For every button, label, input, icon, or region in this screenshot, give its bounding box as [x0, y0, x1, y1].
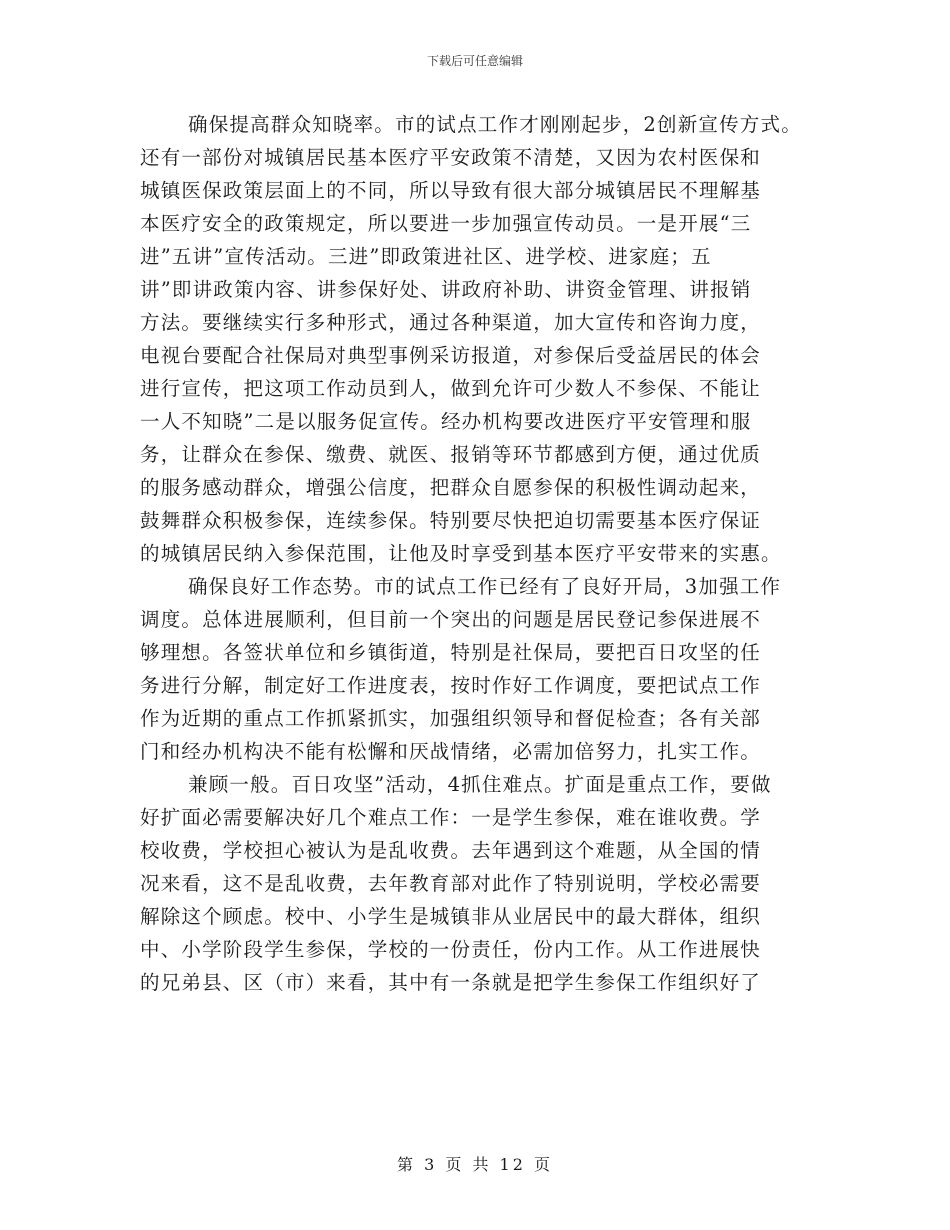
text-line: 务进行分解，制定好工作进度表，按时作好工作调度，要把试点工作 [140, 674, 762, 697]
text-line: 务，让群众在参保、缴费、就医、报销等环节都感到方便，通过优质 [140, 443, 762, 466]
text-line: 一人不知晓”二是以服务促宣传。经办机构要改进医疗平安管理和服 [140, 410, 752, 433]
text-line: 的服务感动群众，增强公信度，把群众自愿参保的积极性调动起来， [140, 476, 762, 499]
text-line: 况来看，这不是乱收费，去年教育部对此作了特别说明，学校必需要 [140, 872, 762, 895]
text-line: 的兄弟县、区（市）来看，其中有一条就是把学生参保工作组织好了 [140, 971, 762, 994]
text-line: 方法。要继续实行多种形式，通过各种渠道，加大宣传和咨询力度， [140, 311, 762, 334]
text-line: 城镇医保政策层面上的不同，所以导致有很大部分城镇居民不理解基 [140, 179, 762, 202]
text-line: 调度。总体进展顺利，但目前一个突出的问题是居民登记参保进展不 [140, 608, 762, 631]
text-line: 好扩面必需要解决好几个难点工作：一是学生参保，难在谁收费。学 [140, 806, 762, 829]
text-line: 校收费，学校担心被认为是乱收费。去年遇到这个难题，从全国的情 [140, 839, 762, 862]
text-line: 作为近期的重点工作抓紧抓实，加强组织领导和督促检查；各有关部 [140, 707, 762, 730]
text-line: 鼓舞群众积极参保，连续参保。特别要尽快把迫切需要基本医疗保证 [140, 509, 762, 532]
text-line: 中、小学阶段学生参保，学校的一份责任，份内工作。从工作进展快 [140, 938, 762, 961]
text-line: 的城镇居民纳入参保范围，让他及时享受到基本医疗平安带来的实惠。 [140, 542, 782, 565]
text-line: 确保提高群众知晓率。市的试点工作才刚刚起步，2创新宣传方式。 [188, 113, 802, 136]
page-footer: 第 3 页 共 12 页 [397, 1155, 553, 1174]
text-line: 够理想。各签状单位和乡镇街道，特别是社保局，要把百日攻坚的任 [140, 641, 762, 664]
page-header: 下载后可任意编辑 [426, 54, 523, 68]
text-line: 还有一部份对城镇居民基本医疗平安政策不清楚，又因为农村医保和 [140, 146, 762, 169]
text-line: 确保良好工作态势。市的试点工作已经有了良好开局，3加强工作 [188, 575, 782, 598]
text-line: 进”五讲”宣传活动。三进”即政策进社区、进学校、进家庭；五 [140, 245, 712, 268]
text-line: 进行宣传，把这项工作动员到人，做到允许可少数人不参保、不能让 [140, 377, 762, 400]
text-line: 本医疗安全的政策规定，所以要进一步加强宣传动员。一是开展“三 [140, 212, 752, 235]
text-line: 电视台要配合社保局对典型事例采访报道，对参保后受益居民的体会 [140, 344, 762, 367]
text-line: 讲”即讲政策内容、讲参保好处、讲政府补助、讲资金管理、讲报销 [140, 278, 752, 301]
document-body [140, 108, 830, 999]
text-line: 解除这个顾虑。校中、小学生是城镇非从业居民中的最大群体，组织 [140, 905, 762, 928]
text-line: 兼顾一般。百日攻坚”活动，4抓住难点。扩面是重点工作，要做 [188, 773, 772, 796]
text-line: 门和经办机构决不能有松懈和厌战情绪，必需加倍努力，扎实工作。 [140, 740, 762, 763]
